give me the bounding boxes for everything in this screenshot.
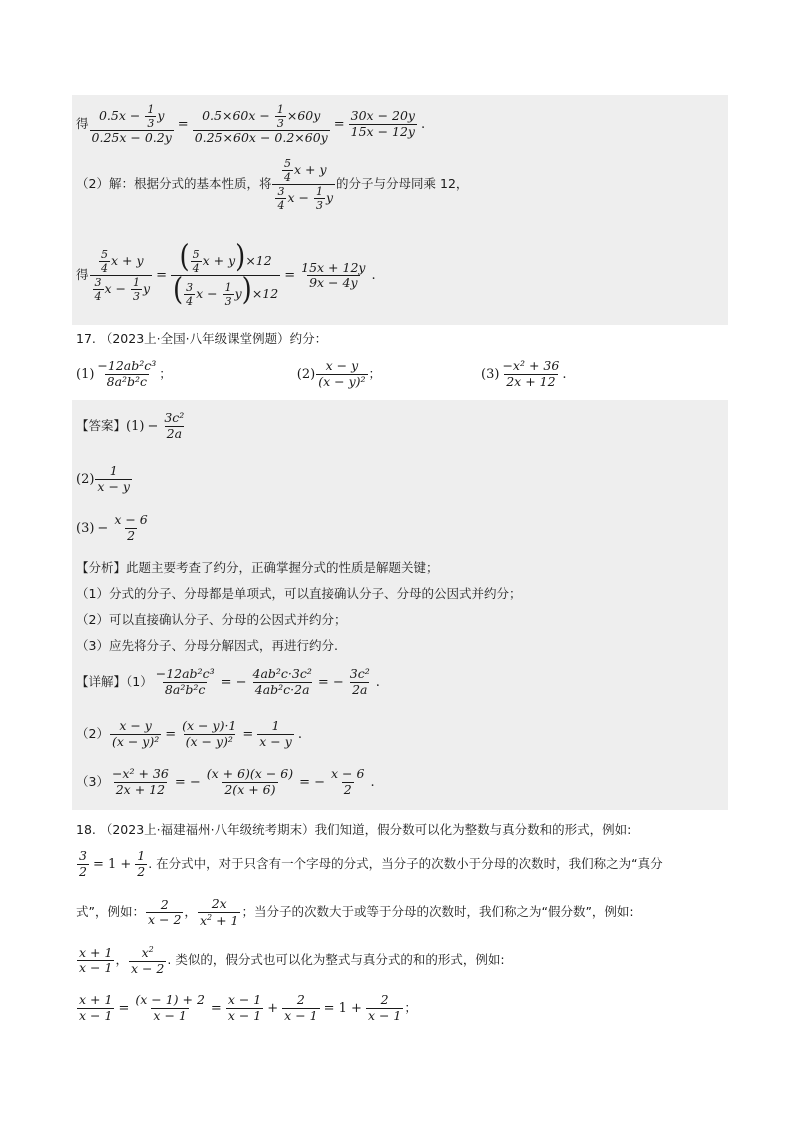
eq-line-1: 得 0.5x − $\frac{1}{3}$ y 0.25x − 0.2y = 0.5×60x − $\frac{1}{3}$ ×60y 0.25×60x − 0.2×60y = $\frac{30x - 20y}{15x - 12y}$ .: [76, 103, 426, 145]
d1-a-den: 8a²b²c: [164, 681, 206, 697]
q18-line4-text: . 类似的，假分式也可以化为整式与真分式的和的形式，例如:: [167, 952, 505, 968]
fraction: $\frac{x - 1}{x - 1}$: [227, 992, 262, 1023]
d2-label: （2）: [76, 725, 109, 741]
a1-label: (1): [126, 418, 145, 434]
d3-frac-b: [205, 768, 295, 796]
d1-b-num: 4ab²c·3c²: [252, 666, 312, 681]
d1-c-num: 3c²: [349, 666, 370, 681]
p1-den: 8a²b²c: [106, 373, 148, 389]
part2-suffix: 的分子与分母同乘 12，: [336, 176, 469, 192]
detail-1: 【详解】（1） $\frac{\text{−12ab²c³}}{\text{8a²b²c}}$ = − $\frac{\text{4ab²c·3c²}}{\text{4ab²c·2a}}$ = − $\frac{\text{3c²}}{2a}$ .: [76, 666, 380, 697]
eq2-result-num: 15x + 12y: [301, 259, 366, 275]
sep: ；: [159, 365, 172, 381]
d3-c-den: 2: [343, 781, 352, 797]
eq1-result: [349, 110, 417, 138]
q18-line2: $\frac{3}{2}$ = 1 + $\frac{1}{2}$ . 在分式中，对于只含有一个字母的分式，当分子的次数小于分母的次数时，我们称之为“真分: [79, 848, 663, 879]
a2-frac: [95, 465, 132, 493]
a3-num: x − 6: [114, 512, 148, 527]
fraction: 0.5×60x − $\frac{1}{3}$ ×60y 0.25×60x − 0.2×60y: [194, 103, 328, 145]
a3-den: 2: [127, 527, 136, 543]
d3-label: （3）: [76, 773, 109, 789]
q18-line3-prefix: 式”，例如：: [76, 904, 145, 920]
p1-frac: [95, 360, 158, 388]
d3-a-num: −x² + 36: [111, 766, 169, 781]
a3-frac: [112, 514, 149, 542]
q18-line5-end: ；: [404, 999, 417, 1015]
p2-label: (2): [296, 366, 316, 382]
q18-line2-text: . 在分式中，对于只含有一个字母的分式，当分子的次数小于分母的次数时，我们称之为“真分: [148, 855, 663, 871]
answer-1: 【答案】 (1) − $\frac{\text{3c²}}{2a}$: [76, 410, 185, 441]
d2-a-num: x − y: [119, 718, 152, 733]
fraction: $\frac{1}{2}$: [137, 848, 146, 879]
detail-2: （2） $\frac{x - y}{\text{(x − y)²}}$ = $\frac{(x - y)\cdot 1}{\text{(x − y)²}}$ = $\frac{1}{x - y}$ .: [76, 718, 302, 749]
fraction: $\frac{x^2}{x - 2}$: [130, 945, 165, 976]
a2-num: 1: [109, 463, 118, 478]
fraction: $\frac{5}{4}$ x + y $\frac{3}{4}$ x − $\frac{1}{3}$ y: [272, 158, 335, 211]
fraction: $\frac{3}{2}$: [79, 848, 87, 879]
part2-line: [76, 158, 730, 211]
p2-num: x − y: [325, 358, 359, 373]
answer-label: 【答案】: [76, 417, 127, 433]
d2-frac-a: [110, 720, 161, 748]
analysis-2: （2）可以直接确认分子、分母的公因式并约分；: [76, 612, 347, 627]
a1-den: 2a: [166, 425, 183, 441]
fraction: $\frac{2x}{x^2 + 1}$: [199, 896, 239, 928]
eq1-result-den: 15x − 12y: [350, 123, 415, 139]
q18-line4: $\frac{x + 1}{x - 1}$ ， $\frac{x^2}{x - 2}$ . 类似的，假分式也可以化为整式与真分式的和的形式，例如:: [79, 944, 505, 976]
answer-2: [76, 465, 730, 493]
detail-3: （3） $\frac{\text{−x² + 36}}{2x + 12}$ = − $\frac{(x + 6)(x - 6)}{2(x + 6)}$ = − $\frac{x - 6}{2}$ .: [76, 766, 375, 797]
a2-label: (2): [76, 471, 95, 487]
d3-frac-a: [110, 768, 171, 796]
fraction: $\frac{2}{x - 1}$: [367, 992, 402, 1023]
a1-num: 3c²: [164, 410, 185, 425]
eq2-result-den: 9x − 4y: [309, 275, 358, 290]
analysis-line: 【分析】此题主要考查了约分，正确掌握分式的性质是解题关键；: [76, 560, 439, 575]
d2-frac-b: [180, 720, 238, 748]
q17-header-text: 17. （2023上·全国·八年级课堂例题）约分：: [76, 331, 328, 346]
fraction: $\frac{x + 1}{x - 1}$: [79, 992, 113, 1023]
a2-den: x − y: [97, 478, 130, 494]
end: .: [562, 366, 567, 382]
d1-b-den: 4ab²c·2a: [254, 681, 310, 697]
fraction: $\frac{2}{x - 2}$: [147, 896, 182, 927]
q18-line5: $\frac{x + 1}{x - 1}$ = $\frac{(x - 1) + 2}{x - 1}$ = $\frac{x - 1}{x - 1}$ + $\frac{2}{x - 1}$ = 1 + $\frac{2}{x - 1}$ ；: [79, 992, 417, 1023]
d3-frac-c: [329, 768, 366, 796]
a1-frac: [162, 412, 186, 440]
fraction: 0.5x − $\frac{1}{3}$ y 0.25x − 0.2y: [91, 103, 172, 145]
p2-den: (x − y)²: [318, 373, 366, 389]
d1-c-den: 2a: [352, 681, 368, 697]
fraction: $\frac{(x - 1) + 2}{x - 1}$: [135, 992, 205, 1023]
a3-label: (3): [76, 520, 95, 536]
analysis-3: （3）应先将分子、分母分解因式，再进行约分.: [76, 638, 338, 653]
q18-line1: 18. （2023上·福建福州·八年级统考期末）我们知道，假分数可以化为整数与真分数和的形式，例如:: [76, 822, 632, 837]
d2-c-num: 1: [271, 718, 280, 733]
p3-num: −x² + 36: [502, 358, 560, 373]
eq1-result-num: 30x − 20y: [350, 108, 415, 124]
solution-block-17: [72, 400, 728, 810]
d3-b-den: 2(x + 6): [224, 781, 276, 797]
p2-frac: [316, 360, 367, 388]
d2-c-den: x − y: [259, 733, 292, 749]
d2-b-den: (x − y)²: [185, 733, 233, 749]
q18-line3-text: ；当分子的次数大于或等于分母的次数时，我们称之为“假分数”，例如:: [241, 904, 634, 920]
fraction: $\frac{2}{x - 1}$: [284, 992, 318, 1023]
detail-label: 【详解】（1）: [76, 673, 153, 689]
p3-label: (3): [481, 366, 500, 382]
d2-a-den: (x − y)²: [111, 733, 160, 749]
d3-a-den: 2x + 12: [115, 781, 166, 797]
fraction: $\frac{5}{4}$ x + y $\frac{3}{4}$ x − $\frac{1}{3}$ y: [90, 249, 153, 302]
d2-frac-c: [257, 720, 294, 748]
p1-num: −12ab²c³: [97, 358, 157, 373]
de-label-2: 得: [76, 267, 89, 283]
d1-frac-b: [251, 668, 314, 696]
q18-line3: 式”，例如： $\frac{2}{x - 2}$ ， $\frac{2x}{x^2 + 1}$ ；当分子的次数大于或等于分母的次数时，我们称之为“假分数”，例如:: [76, 896, 634, 928]
eq2-result: [299, 259, 367, 290]
fraction: $\frac{x + 1}{x - 1}$: [79, 944, 113, 975]
part2-prefix: （2）解：根据分式的基本性质，将: [76, 176, 272, 192]
p3-frac: [500, 360, 561, 388]
fraction: ( $\frac{5}{4}$ x + y)×12 ( $\frac{3}{4}$ x − $\frac{1}{3}$ y)×12: [172, 239, 279, 308]
eq-line-2: 得 $\frac{5}{4}$ x + y $\frac{3}{4}$ x − $\frac{1}{3}$ y = ( $\frac{5}{4}$ x + y)×12 ( $\frac{3}{4}$ x − $\frac{1}{3}$ y)×12 = $\frac{15x + 12y}{9x - 4y}$ .: [76, 239, 376, 308]
answer-3: (3) − $\frac{x - 6}{2}$: [76, 512, 148, 543]
d3-b-num: (x + 6)(x − 6): [206, 766, 294, 781]
d1-a-num: −12ab²c³: [155, 666, 215, 681]
analysis-1: （1）分式的分子、分母都是单项式，可以直接确认分子、分母的公因式并约分；: [76, 586, 522, 601]
p3-den: 2x + 12: [506, 373, 556, 389]
d3-c-num: x − 6: [331, 766, 365, 781]
q17-header: [76, 333, 730, 346]
sep: ；: [368, 365, 382, 381]
d2-b-num: (x − y)·1: [182, 718, 237, 733]
p1-label: (1): [76, 366, 95, 382]
q17-problems: [76, 360, 730, 388]
d1-frac-a: [154, 668, 217, 696]
de-label: 得: [76, 116, 89, 131]
d1-frac-c: [348, 668, 372, 696]
